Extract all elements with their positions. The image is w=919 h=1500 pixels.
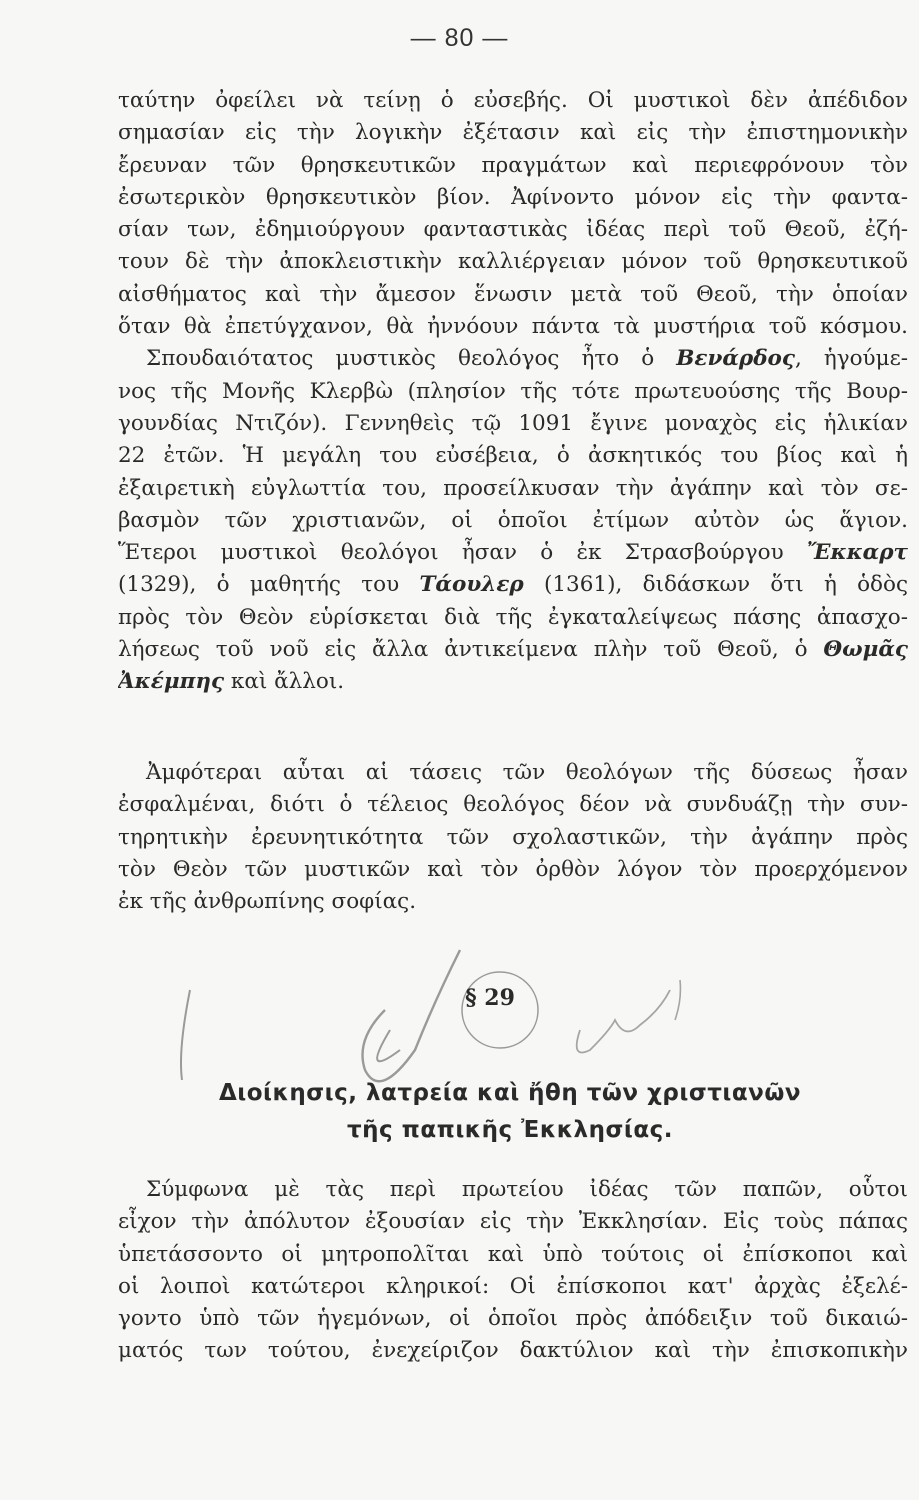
text-line: Σύμφωνα μὲ τὰς περὶ πρωτείου ἰδέας τῶν παπῶν, οὗτοι [146,1177,908,1202]
text-run: Ἕτεροι μυστικοὶ θεολόγοι ἦσαν ὁ ἐκ Στρασβούργου [118,540,807,566]
text-line: ταύτην ὀφείλει νὰ τείνῃ ὁ εὐσεβής. Οἱ μυστικοὶ δὲν ἀπέδιδον [118,88,908,113]
text-line [118,634,908,666]
text-line: πρὸς τὸν Θεὸν εὑρίσκεται διὰ τῆς ἐγκαταλείψεως πάσης ἀπασχο- [118,604,908,630]
section-title-line-2: τῆς παπικῆς Ἐκκλησίας. [346,1117,674,1143]
section-title: Διοίκησις, λατρεία καὶ ἤθη τῶν χριστιανῶν [218,1080,801,1106]
text-line: ἐκ τῆς ἀνθρωπίνης σοφίας. [118,889,417,915]
text-line: τὸν Θεὸν τῶν μυστικῶν καὶ τὸν ὀρθὸν λόγον τὸν προερχόμενον [118,856,908,882]
text-line: ἐσωτερικὸν θρησκευτικὸν βίον. Ἀφίνοντο μόνον εἰς τὴν φαντα- [118,184,908,210]
text-line: σημασίαν εἰς τὴν λογικὴν ἐξέτασιν καὶ εἰς τὴν ἐπιστημονικὴν [118,120,908,146]
name-akempis: Ἀκέμπης [118,669,225,695]
text-line: ματός των τούτου, ἐνεχείριζον δακτύλιον καὶ τὴν ἐπισκοπικὴν [118,1338,908,1364]
text-line [118,537,908,569]
text-line: τουν δὲ τὴν ἀποκλειστικὴν καλλιέργειαν μόνον τοῦ θρησκευτικοῦ [118,249,908,275]
text-line: εἶχον τὴν ἀπόλυτον ἐξουσίαν εἰς τὴν Ἐκκλησίαν. Εἰς τοὺς πάπας [118,1209,908,1235]
text-run: (1329), ὁ μαθητής του [118,572,420,598]
text-line: οἱ λοιποὶ κατώτεροι κληρικοί: Οἱ ἐπίσκοποι κατ' ἀρχὰς ἐξελέ- [118,1273,908,1299]
paragraph-mysticism [118,85,908,699]
paragraph-conclusion [118,757,908,918]
page-number: — 80 — [410,24,509,52]
text-line: τηρητικὴν ἐρευνητικότητα τῶν σχολαστικῶν, τὴν ἀγάπην πρὸς [118,824,908,850]
text-line: ὅταν θὰ ἐπετύγχανον, θὰ ἠννόουν πάντα τὰ μυστήρια τοῦ κόσμου. [118,314,908,340]
text-line: ἔρευναν τῶν θρησκευτικῶν πραγμάτων καὶ περιεφρόνουν τὸν [118,152,908,178]
text-line: γοντο ὑπὸ τῶν ἡγεμόνων, οἱ ὁποῖοι πρὸς ἀπόδειξιν τοῦ δικαιώ- [118,1306,908,1332]
text-line: βασμὸν τῶν χριστιανῶν, οἱ ὁποῖοι ἐτίμων αὐτὸν ὡς ἅγιον. [118,507,908,533]
text-line [118,569,908,601]
section-number: § 29 [465,985,515,1011]
text-run: , ἡγούμε- [795,346,908,372]
text-line: ἐσφαλμέναι, διότι ὁ τέλειος θεολόγος δέον νὰ συνδυάζῃ τὴν συν- [118,792,908,818]
name-bernard: Βενάρδος [676,346,795,372]
text-line [118,666,908,698]
text-line: νος τῆς Μονῆς Κλερβὼ (πλησίον τῆς τότε πρωτευούσης τῆς Βουρ- [118,378,908,404]
text-line: ὑπετάσσοντο οἱ μητροπολῖται καὶ ὑπὸ τούτοις οἱ ἐπίσκοποι καὶ [118,1241,908,1267]
name-eckhart: Ἔκκαρτ [806,540,908,566]
text-line: αἰσθήματος καὶ τὴν ἄμεσον ἕνωσιν μετὰ τοῦ Θεοῦ, τὴν ὁποίαν [118,281,908,307]
text-line [118,343,908,375]
text-run: Σπουδαιότατος μυστικὸς θεολόγος ἦτο ὁ [146,346,677,372]
text-run: καὶ ἄλλοι. [224,669,345,695]
name-tauler: Τάουλερ [419,572,524,598]
text-line: γουνδίας Ντιζόν). Γεννηθεὶς τῷ 1091 ἔγινε μοναχὸς εἰς ἡλικίαν [118,410,908,436]
name-thomas: Θωμᾶς [823,637,908,663]
text-run: λήσεως τοῦ νοῦ εἰς ἄλλα ἀντικείμενα πλὴν τοῦ Θεοῦ, ὁ [118,637,824,663]
text-line: ἐξαιρετικὴ εὐγλωττία του, προσείλκυσαν τὴν ἀγάπην καὶ τὸν σε- [118,475,908,501]
text-run: (1361), διδάσκων ὅτι ἡ ὁδὸς [523,572,908,598]
paragraph-papal-administration [118,1174,908,1368]
text-line: Ἀμφότεραι αὗται αἱ τάσεις τῶν θεολόγων τῆς δύσεως ἦσαν [146,760,908,785]
text-line: 22 ἐτῶν. Ἡ μεγάλη του εὐσέβεια, ὁ ἀσκητικός του βίος καὶ ἡ [118,443,908,469]
text-line: σίαν των, ἐδημιούργουν φανταστικὰς ἰδέας περὶ τοῦ Θεοῦ, ἐζή- [118,217,908,243]
